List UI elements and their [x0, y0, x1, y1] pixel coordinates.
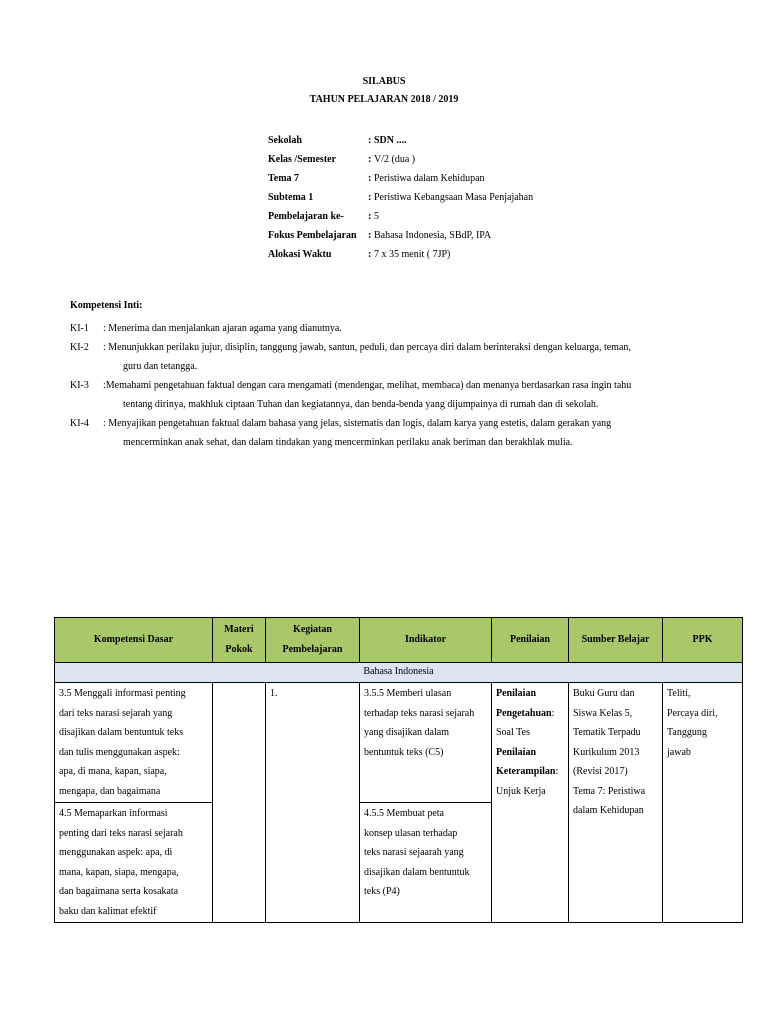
- ki-code: KI-3: [70, 380, 89, 391]
- info-row-fokus: [268, 226, 668, 245]
- kd-line: menggunakan aspek: apa, di: [59, 847, 173, 858]
- indikator-cell: [360, 803, 492, 923]
- penilaian-colon: :: [555, 766, 559, 777]
- info-separator: :: [368, 154, 372, 165]
- info-row-alokasi: [268, 245, 668, 264]
- header-text: Pokok: [225, 644, 253, 655]
- materi-cell: [213, 683, 266, 923]
- info-separator: :: [368, 211, 372, 222]
- penilaian-value: Soal Tes: [496, 727, 530, 738]
- sumber-cell: [569, 683, 663, 923]
- info-label: Subtema 1: [268, 192, 314, 203]
- info-row-sekolah: [268, 131, 668, 150]
- sumber-line: Buku Guru dan: [573, 688, 635, 699]
- kd-line: mengapa, dan bagaimana: [59, 785, 161, 797]
- ki-line-continued: guru dan tetangga.: [123, 361, 198, 372]
- info-separator: :: [368, 135, 372, 146]
- header-ppk: PPK: [663, 618, 743, 663]
- subject-label: Bahasa Indonesia: [55, 663, 743, 683]
- indikator-line: yang disajikan dalam: [364, 727, 449, 738]
- sumber-line: dalam Kehidupan: [573, 805, 644, 816]
- silabus-table: [54, 617, 743, 923]
- info-separator: :: [368, 192, 372, 203]
- document-subtitle: TAHUN PELAJARAN 2018 / 2019: [309, 94, 459, 105]
- ki-text: [103, 338, 710, 376]
- kd-line: penting dari teks narasi sejarah: [59, 827, 183, 839]
- ki-item: [70, 319, 710, 338]
- kd-line: dari teks narasi sejarah yang: [59, 707, 173, 719]
- info-separator: :: [368, 173, 372, 184]
- info-row-tema: [268, 169, 668, 188]
- ppk-line: jawab: [667, 746, 691, 758]
- kd-line: apa, di mana, kapan, siapa,: [59, 766, 167, 777]
- ki-line-continued: tentang dirinya, makhluk ciptaan Tuhan dan kegiatannya, dan benda-benda yang dijumpainya di rumah dan di sekolah.: [123, 399, 599, 410]
- ki-item: [70, 414, 710, 452]
- kd-line: baku dan kalimat efektif: [59, 905, 157, 917]
- ki-code: KI-1: [70, 323, 89, 334]
- subject-row: [55, 663, 743, 683]
- ki-line: : Menyajikan pengetahuan faktual dalam bahasa yang jelas, sistematis dan logis, dalam karya yang estetis, dalam gerakan yang: [103, 418, 612, 429]
- info-separator: :: [368, 249, 372, 260]
- ki-text: [103, 319, 710, 338]
- info-label: Kelas /Semester: [268, 154, 337, 165]
- header-text: Pembelajaran: [282, 644, 343, 655]
- header-materi-pokok: [213, 618, 266, 663]
- ppk-line: Percaya diri,: [667, 707, 718, 719]
- kd-cell: [55, 803, 213, 923]
- indikator-line: 3.5.5 Memberi ulasan: [364, 688, 452, 699]
- info-label: Sekolah: [268, 135, 302, 146]
- kd-line: 4.5 Memaparkan informasi: [59, 808, 168, 819]
- info-value: Peristiwa dalam Kehidupan: [374, 173, 485, 184]
- ppk-line: Tanggung: [667, 727, 707, 738]
- ki-line: : Menunjukkan perilaku jujur, disiplin, tanggung jawab, santun, peduli, dan percaya diri dalam berinteraksi dengan keluarga, teman,: [103, 342, 631, 353]
- info-label: Fokus Pembelajaran: [268, 230, 357, 241]
- penilaian-label: Penilaian: [496, 688, 537, 699]
- indikator-line: terhadap teks narasi sejarah: [364, 707, 475, 719]
- ppk-cell: [663, 683, 743, 923]
- sumber-line: Kurikulum 2013: [573, 746, 640, 758]
- info-value: Bahasa Indonesia, SBdP, IPA: [374, 230, 492, 241]
- penilaian-colon: :: [551, 707, 555, 719]
- kegiatan-item: 1.: [270, 688, 278, 699]
- info-row-subtema: [268, 188, 668, 207]
- table-row: [55, 683, 743, 803]
- kd-line: disajikan dalam bentuntuk teks: [59, 727, 184, 738]
- info-label: Alokasi Waktu: [268, 249, 332, 260]
- info-separator: :: [368, 230, 372, 241]
- indikator-line: bentuntuk teks (C5): [364, 746, 444, 758]
- kd-line: 3.5 Menggali informasi penting: [59, 688, 186, 699]
- ki-text: [103, 414, 710, 452]
- table-header-row: [55, 618, 743, 663]
- ki-line: :Memahami pengetahuan faktual dengan cara mengamati (mendengar, melihat, membaca) dan menanya berdasarkan rasa ingin tahu: [103, 380, 632, 391]
- sumber-line: (Revisi 2017): [573, 766, 628, 777]
- ki-heading: Kompetensi Inti:: [70, 300, 143, 311]
- ki-item: [70, 376, 710, 414]
- info-value: SDN ....: [374, 135, 407, 146]
- indikator-line: konsep ulasan terhadap: [364, 827, 458, 839]
- ki-code: KI-2: [70, 342, 89, 353]
- ppk-line: Teliti,: [667, 688, 691, 699]
- info-value: V/2 (dua ): [374, 154, 416, 165]
- kd-line: mana, kapan, siapa, mengapa,: [59, 866, 179, 878]
- indikator-line: 4.5.5 Membuat peta: [364, 808, 444, 819]
- info-row-pembelajaran: [268, 207, 668, 226]
- header-penilaian: Penilaian: [492, 618, 569, 663]
- info-value: 5: [374, 211, 379, 222]
- identity-block: [268, 131, 668, 264]
- info-value: 7 x 35 menit ( 7JP): [374, 249, 451, 260]
- ki-item: [70, 338, 710, 376]
- header-kompetensi-dasar: Kompetensi Dasar: [55, 618, 213, 663]
- sumber-line: Siswa Kelas 5,: [573, 707, 633, 719]
- indikator-line: teks (P4): [364, 886, 400, 897]
- ki-line: : Menerima dan menjalankan ajaran agama yang dianutnya.: [103, 323, 342, 334]
- kd-line: dan tulis menggunakan aspek:: [59, 746, 180, 758]
- ki-line-continued: mencerminkan anak sehat, dan dalam tindakan yang mencerminkan perilaku anak beriman dan berakhlak mulia.: [123, 437, 573, 448]
- header-text: Materi: [224, 624, 254, 635]
- header-indikator: Indikator: [360, 618, 492, 663]
- header-text: Kegiatan: [293, 624, 332, 635]
- kompetensi-inti-section: [70, 300, 710, 452]
- penilaian-label: Pengetahuan: [496, 707, 552, 719]
- header-kegiatan-pembelajaran: [266, 618, 360, 663]
- document-title: SILABUS: [362, 76, 406, 87]
- info-label: Tema 7: [268, 173, 300, 184]
- sumber-line: Tema 7: Peristiwa: [573, 785, 646, 797]
- header-sumber-belajar: Sumber Belajar: [569, 618, 663, 663]
- indikator-line: teks narasi sejaarah yang: [364, 847, 464, 858]
- info-label: Pembelajaran ke-: [268, 211, 344, 222]
- info-row-kelas: [268, 150, 668, 169]
- penilaian-label: Penilaian: [496, 746, 537, 758]
- penilaian-label: Keterampilan: [496, 766, 556, 777]
- kegiatan-cell: [266, 683, 360, 923]
- kd-line: dan bagaimana serta kosakata: [59, 886, 179, 897]
- indikator-cell: [360, 683, 492, 803]
- penilaian-cell: [492, 683, 569, 923]
- sumber-line: Tematik Terpadu: [573, 727, 641, 738]
- kd-cell: [55, 683, 213, 803]
- penilaian-value: Unjuk Kerja: [496, 785, 546, 797]
- ki-code: KI-4: [70, 418, 89, 429]
- ki-text: [103, 376, 710, 414]
- info-value: Peristiwa Kebangsaan Masa Penjajahan: [374, 192, 534, 203]
- indikator-line: disajikan dalam bentuntuk: [364, 866, 470, 878]
